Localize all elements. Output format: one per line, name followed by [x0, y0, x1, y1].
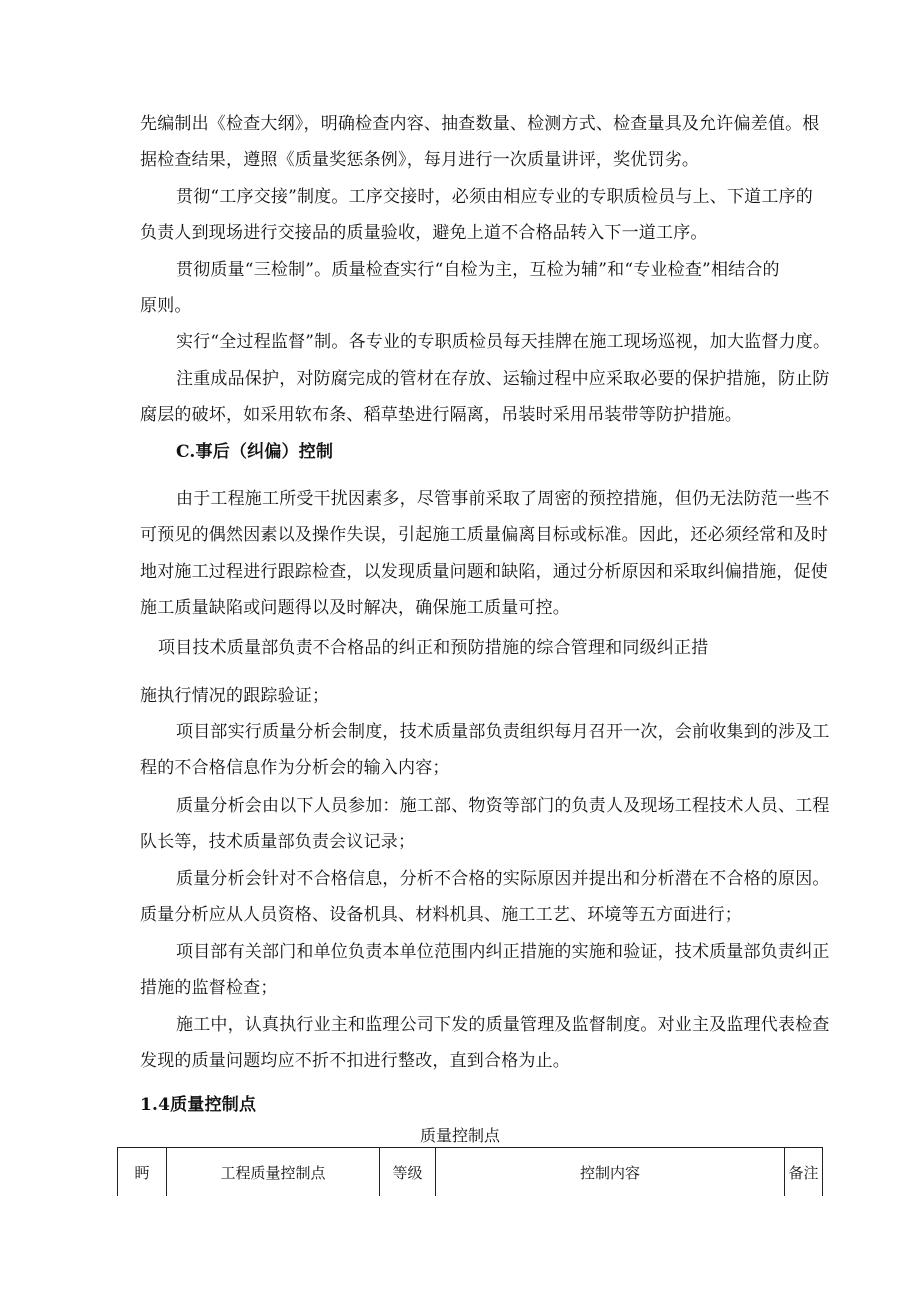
header-cell-remarks: 备注 — [785, 1148, 823, 1197]
paragraph-line: 注重成品保护，对防腐完成的管材在存放、运输过程中应采取必要的保护措施，防止防 — [176, 369, 830, 389]
paragraph-line: 项目部有关部门和单位负责本单位范围内纠正措施的实施和验证，技术质量部负责纠正 — [176, 942, 830, 962]
paragraph-line: 可预见的偶然因素以及操作失误，引起施工质量偏离目标或标准。因此，还必须经常和及时 — [140, 525, 828, 545]
paragraph-line: 发现的质量问题均应不折不扣进行整改，直到合格为止。 — [140, 1051, 570, 1071]
paragraph-line: 施执行情况的跟踪验证； — [140, 686, 330, 706]
table-caption: 质量控制点 — [419, 1126, 500, 1145]
header-cell-grade: 等级 — [380, 1148, 436, 1197]
section-heading: C.事后（纠偏）控制 — [176, 442, 334, 462]
paragraph-line: 质量分析应从人员资格、设备机具、材料机具、施工工艺、环境等五方面进行； — [140, 905, 742, 925]
paragraph-line: 项目技术质量部负责不合格品的纠正和预防措施的综合管理和同级纠正措 — [158, 638, 709, 658]
quality-control-table — [117, 1147, 823, 1196]
paragraph-line: 据检查结果，遵照《质量奖惩条例》，每月进行一次质量讲评，奖优罚劣。 — [140, 150, 700, 170]
section-heading: 1.4质量控制点 — [140, 1095, 257, 1115]
paragraph-line: 地对施工过程进行跟踪检查，以发现质量问题和缺陷，通过分析原因和采取纠偏措施，促使 — [140, 562, 828, 582]
paragraph-line: 施工质量缺陷或问题得以及时解决，确保施工质量可控。 — [140, 598, 570, 618]
paragraph-line: 原则。 — [140, 296, 192, 316]
header-cell-control-point: 工程质量控制点 — [167, 1148, 380, 1197]
table-header-row — [118, 1148, 823, 1197]
paragraph-line: 实行“全过程监督”制。各专业的专职质检员每天挂牌在施工现场巡视，加大监督力度。 — [176, 332, 831, 352]
paragraph-line: 项目部实行质量分析会制度，技术质量部负责组织每月召开一次，会前收集到的涉及工 — [176, 722, 830, 742]
paragraph-line: 腐层的破坏，如采用软布条、稻草垫进行隔离，吊装时采用吊装带等防护措施。 — [140, 405, 742, 425]
paragraph-line: 质量分析会针对不合格信息，分析不合格的实际原因并提出和分析潜在不合格的原因。 — [176, 869, 830, 889]
paragraph-line: 施工中，认真执行业主和监理公司下发的质量管理及监督制度。对业主及监理代表检查 — [176, 1015, 830, 1035]
paragraph-line: 质量分析会由以下人员参加：施工部、物资等部门的负责人及现场工程技术人员、工程 — [176, 796, 830, 816]
paragraph-line: 贯彻“工序交接”制度。工序交接时，必须由相应专业的专职质检员与上、下道工序的 — [176, 187, 813, 207]
paragraph-line: 贯彻质量“三检制”。质量检查实行“自检为主，互检为辅”和“专业检查”相结合的 — [176, 260, 780, 280]
paragraph-line: 由于工程施工所受干扰因素多，尽管事前采取了周密的预控措施，但仍无法防范一些不 — [176, 489, 830, 509]
paragraph-line: 队长等，技术质量部负责会议记录； — [140, 832, 416, 852]
paragraph-line: 措施的监督检查； — [140, 978, 278, 998]
paragraph-line: 负责人到现场进行交接品的质量验收，避免上道不合格品转入下一道工序。 — [140, 223, 708, 243]
paragraph-line: 先编制出《检查大纲》，明确检查内容、抽查数量、检测方式、检查量具及允许偏差值。根 — [140, 114, 820, 134]
header-cell-index: 眄 — [118, 1148, 167, 1197]
paragraph-line: 程的不合格信息作为分析会的输入内容； — [140, 758, 450, 778]
header-cell-content: 控制内容 — [436, 1148, 785, 1197]
